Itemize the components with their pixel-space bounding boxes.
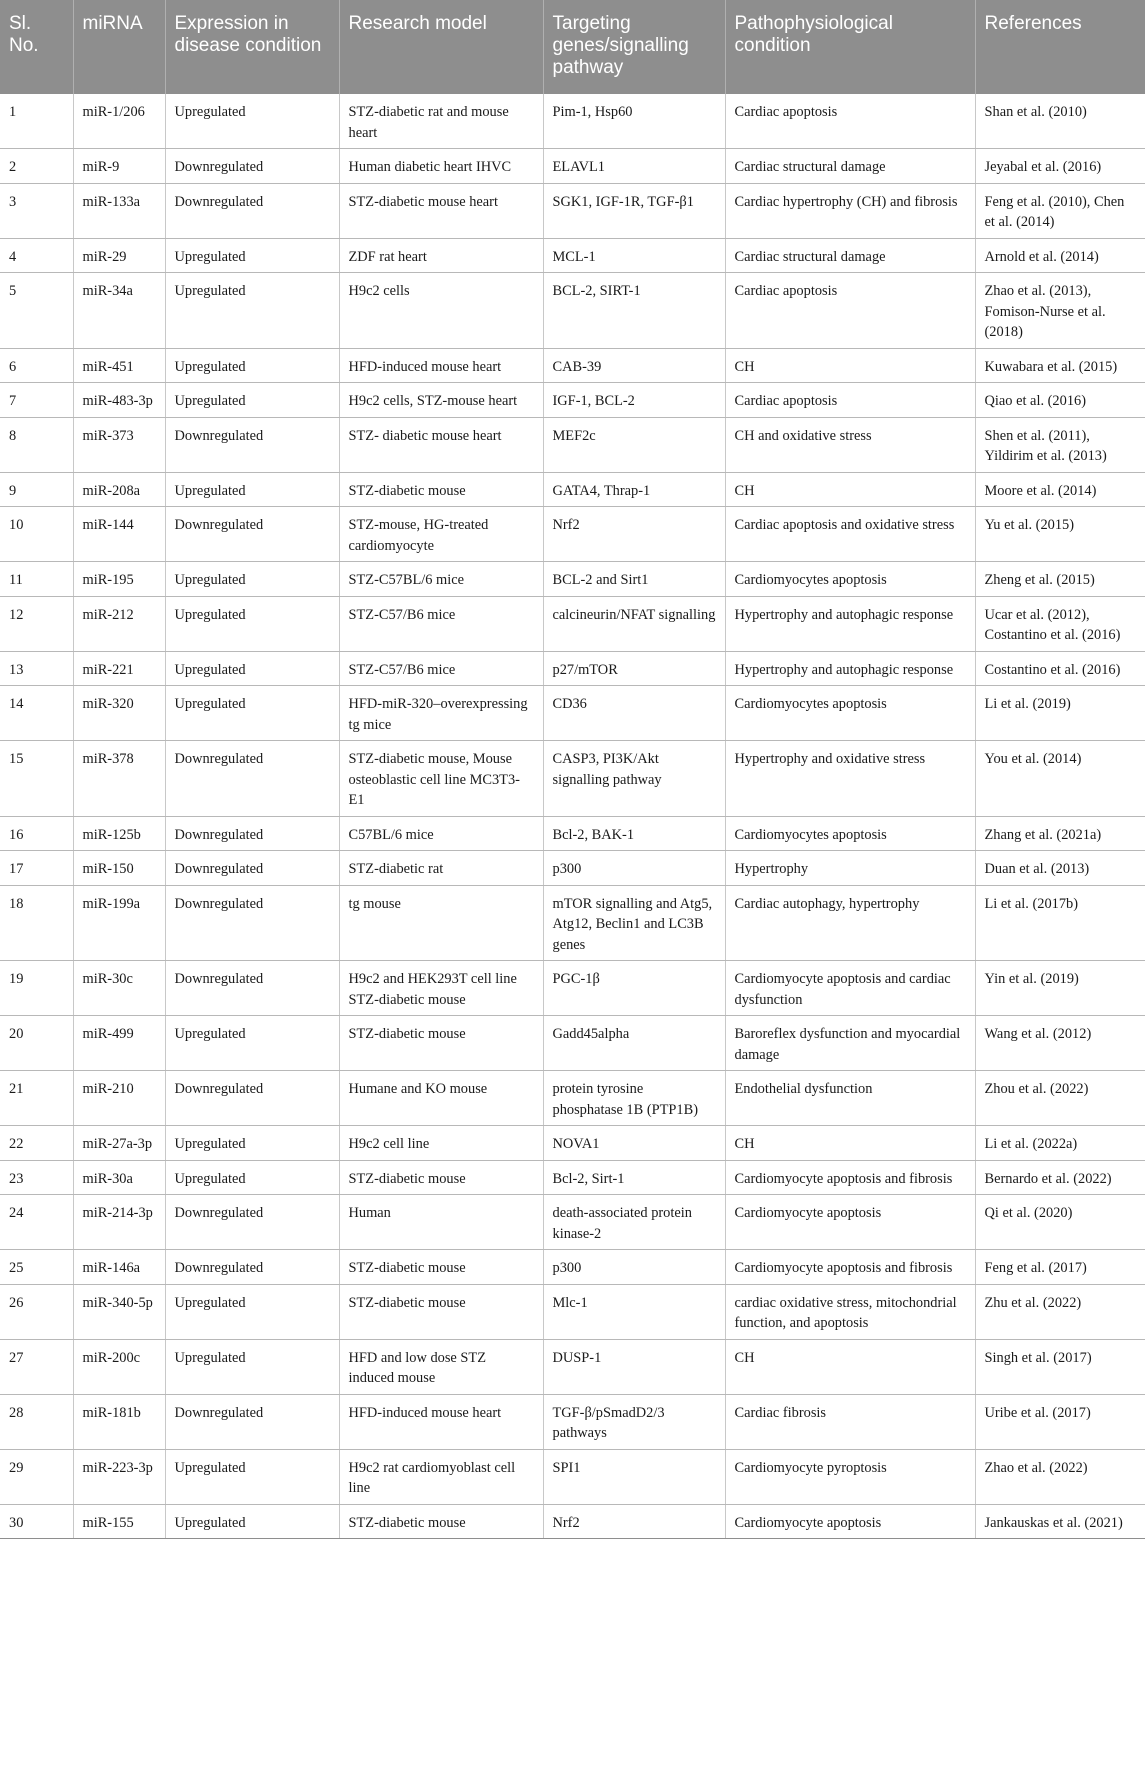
cell-targeting-genes: BCL-2, SIRT-1 [543, 273, 725, 349]
cell-sl-no: 4 [0, 238, 73, 273]
cell-pathophysiological-condition: Cardiac hypertrophy (CH) and fibrosis [725, 183, 975, 238]
cell-sl-no: 10 [0, 507, 73, 562]
cell-expression: Upregulated [165, 348, 339, 383]
table-row [0, 1250, 1145, 1285]
cell-mirna: miR-125b [73, 816, 165, 851]
cell-sl-no: 28 [0, 1394, 73, 1449]
cell-targeting-genes: Bcl-2, Sirt-1 [543, 1160, 725, 1195]
cell-references: Arnold et al. (2014) [975, 238, 1145, 273]
cell-mirna: miR-320 [73, 686, 165, 741]
cell-mirna: miR-150 [73, 851, 165, 886]
cell-expression: Upregulated [165, 562, 339, 597]
cell-mirna: miR-195 [73, 562, 165, 597]
cell-sl-no: 2 [0, 149, 73, 184]
cell-pathophysiological-condition: Hypertrophy and autophagic response [725, 651, 975, 686]
cell-pathophysiological-condition: Cardiomyocyte apoptosis and cardiac dysfunction [725, 961, 975, 1016]
cell-expression: Upregulated [165, 273, 339, 349]
cell-sl-no: 8 [0, 417, 73, 472]
cell-references: Feng et al. (2017) [975, 1250, 1145, 1285]
cell-expression: Downregulated [165, 1071, 339, 1126]
cell-expression: Downregulated [165, 885, 339, 961]
cell-research-model: HFD-induced mouse heart [339, 1394, 543, 1449]
cell-sl-no: 25 [0, 1250, 73, 1285]
cell-expression: Downregulated [165, 1394, 339, 1449]
header-sl-no: Sl. No. [0, 0, 73, 94]
cell-pathophysiological-condition: Cardiac fibrosis [725, 1394, 975, 1449]
cell-references: Qiao et al. (2016) [975, 383, 1145, 418]
cell-research-model: Human [339, 1195, 543, 1250]
table-row [0, 1504, 1145, 1539]
table-row [0, 417, 1145, 472]
cell-sl-no: 26 [0, 1284, 73, 1339]
cell-sl-no: 5 [0, 273, 73, 349]
cell-sl-no: 15 [0, 741, 73, 817]
cell-sl-no: 20 [0, 1016, 73, 1071]
cell-targeting-genes: MCL-1 [543, 238, 725, 273]
cell-research-model: H9c2 cell line [339, 1126, 543, 1161]
cell-expression: Upregulated [165, 596, 339, 651]
cell-mirna: miR-212 [73, 596, 165, 651]
cell-mirna: miR-221 [73, 651, 165, 686]
cell-mirna: miR-210 [73, 1071, 165, 1126]
cell-research-model: STZ-diabetic mouse [339, 1016, 543, 1071]
cell-research-model: Human diabetic heart IHVC [339, 149, 543, 184]
cell-expression: Upregulated [165, 1504, 339, 1539]
table-row [0, 238, 1145, 273]
cell-targeting-genes: mTOR signalling and Atg5, Atg12, Beclin1 and LC3B genes [543, 885, 725, 961]
cell-targeting-genes: CASP3, PI3K/Akt signalling pathway [543, 741, 725, 817]
cell-research-model: HFD and low dose STZ induced mouse [339, 1339, 543, 1394]
cell-pathophysiological-condition: Cardiac structural damage [725, 149, 975, 184]
cell-references: Jankauskas et al. (2021) [975, 1504, 1145, 1539]
cell-pathophysiological-condition: Baroreflex dysfunction and myocardial damage [725, 1016, 975, 1071]
table-row [0, 961, 1145, 1016]
header-research-model: Research model [339, 0, 543, 94]
cell-expression: Upregulated [165, 238, 339, 273]
cell-targeting-genes: p300 [543, 851, 725, 886]
cell-pathophysiological-condition: CH [725, 348, 975, 383]
cell-pathophysiological-condition: Cardiomyocyte apoptosis and fibrosis [725, 1250, 975, 1285]
cell-sl-no: 12 [0, 596, 73, 651]
cell-pathophysiological-condition: Cardiomyocyte pyroptosis [725, 1449, 975, 1504]
table-row [0, 562, 1145, 597]
cell-references: Costantino et al. (2016) [975, 651, 1145, 686]
cell-targeting-genes: Mlc-1 [543, 1284, 725, 1339]
table-body [0, 94, 1145, 1539]
cell-references: Shan et al. (2010) [975, 94, 1145, 149]
cell-mirna: miR-223-3p [73, 1449, 165, 1504]
cell-targeting-genes: p300 [543, 1250, 725, 1285]
cell-expression: Downregulated [165, 149, 339, 184]
cell-pathophysiological-condition: Hypertrophy [725, 851, 975, 886]
cell-sl-no: 9 [0, 472, 73, 507]
table-row [0, 741, 1145, 817]
cell-pathophysiological-condition: Endothelial dysfunction [725, 1071, 975, 1126]
cell-expression: Upregulated [165, 651, 339, 686]
cell-research-model: H9c2 and HEK293T cell line STZ-diabetic mouse [339, 961, 543, 1016]
cell-references: Li et al. (2017b) [975, 885, 1145, 961]
cell-mirna: miR-9 [73, 149, 165, 184]
cell-mirna: miR-27a-3p [73, 1126, 165, 1161]
cell-pathophysiological-condition: CH and oxidative stress [725, 417, 975, 472]
cell-expression: Upregulated [165, 1449, 339, 1504]
cell-mirna: miR-146a [73, 1250, 165, 1285]
cell-mirna: miR-199a [73, 885, 165, 961]
cell-sl-no: 23 [0, 1160, 73, 1195]
table-row [0, 183, 1145, 238]
cell-targeting-genes: p27/mTOR [543, 651, 725, 686]
cell-sl-no: 17 [0, 851, 73, 886]
cell-targeting-genes: IGF-1, BCL-2 [543, 383, 725, 418]
cell-sl-no: 21 [0, 1071, 73, 1126]
cell-pathophysiological-condition: Hypertrophy and autophagic response [725, 596, 975, 651]
cell-references: Zhang et al. (2021a) [975, 816, 1145, 851]
table-row [0, 651, 1145, 686]
cell-mirna: miR-214-3p [73, 1195, 165, 1250]
cell-expression: Upregulated [165, 1126, 339, 1161]
cell-targeting-genes: SPI1 [543, 1449, 725, 1504]
cell-research-model: Humane and KO mouse [339, 1071, 543, 1126]
cell-mirna: miR-30a [73, 1160, 165, 1195]
cell-pathophysiological-condition: CH [725, 1126, 975, 1161]
cell-research-model: STZ-C57/B6 mice [339, 651, 543, 686]
table-row [0, 149, 1145, 184]
cell-expression: Upregulated [165, 383, 339, 418]
cell-research-model: STZ-diabetic mouse [339, 1250, 543, 1285]
cell-sl-no: 29 [0, 1449, 73, 1504]
cell-targeting-genes: Nrf2 [543, 1504, 725, 1539]
cell-sl-no: 13 [0, 651, 73, 686]
cell-targeting-genes: BCL-2 and Sirt1 [543, 562, 725, 597]
cell-research-model: HFD-miR-320–overexpressing tg mice [339, 686, 543, 741]
cell-targeting-genes: CAB-39 [543, 348, 725, 383]
cell-research-model: H9c2 rat cardiomyoblast cell line [339, 1449, 543, 1504]
cell-sl-no: 24 [0, 1195, 73, 1250]
cell-targeting-genes: NOVA1 [543, 1126, 725, 1161]
header-expression: Expression in disease condition [165, 0, 339, 94]
cell-targeting-genes: death-associated protein kinase-2 [543, 1195, 725, 1250]
cell-targeting-genes: PGC-1β [543, 961, 725, 1016]
cell-pathophysiological-condition: Cardiac apoptosis [725, 383, 975, 418]
cell-research-model: STZ-mouse, HG-treated cardiomyocyte [339, 507, 543, 562]
cell-sl-no: 19 [0, 961, 73, 1016]
cell-research-model: ZDF rat heart [339, 238, 543, 273]
cell-expression: Upregulated [165, 1339, 339, 1394]
cell-expression: Upregulated [165, 472, 339, 507]
cell-sl-no: 22 [0, 1126, 73, 1161]
table-row [0, 1195, 1145, 1250]
cell-references: Zhou et al. (2022) [975, 1071, 1145, 1126]
cell-pathophysiological-condition: Cardiomyocyte apoptosis [725, 1195, 975, 1250]
cell-references: Shen et al. (2011), Yildirim et al. (2013) [975, 417, 1145, 472]
cell-research-model: STZ-diabetic mouse [339, 1160, 543, 1195]
cell-research-model: STZ-diabetic rat and mouse heart [339, 94, 543, 149]
cell-mirna: miR-29 [73, 238, 165, 273]
cell-research-model: STZ-diabetic mouse, Mouse osteoblastic cell line MC3T3-E1 [339, 741, 543, 817]
cell-pathophysiological-condition: Cardiomyocytes apoptosis [725, 562, 975, 597]
table-header [0, 0, 1145, 94]
cell-mirna: miR-181b [73, 1394, 165, 1449]
cell-pathophysiological-condition: Cardiac autophagy, hypertrophy [725, 885, 975, 961]
cell-sl-no: 3 [0, 183, 73, 238]
cell-pathophysiological-condition: Cardiac apoptosis [725, 94, 975, 149]
cell-expression: Upregulated [165, 94, 339, 149]
cell-targeting-genes: CD36 [543, 686, 725, 741]
cell-sl-no: 7 [0, 383, 73, 418]
table-row [0, 1284, 1145, 1339]
cell-mirna: miR-340-5p [73, 1284, 165, 1339]
cell-sl-no: 27 [0, 1339, 73, 1394]
table-row [0, 273, 1145, 349]
cell-mirna: miR-133a [73, 183, 165, 238]
cell-references: You et al. (2014) [975, 741, 1145, 817]
cell-research-model: STZ-diabetic mouse heart [339, 183, 543, 238]
cell-mirna: miR-144 [73, 507, 165, 562]
cell-research-model: STZ-diabetic mouse [339, 1284, 543, 1339]
cell-targeting-genes: SGK1, IGF-1R, TGF-β1 [543, 183, 725, 238]
cell-references: Singh et al. (2017) [975, 1339, 1145, 1394]
cell-targeting-genes: Gadd45alpha [543, 1016, 725, 1071]
cell-pathophysiological-condition: Cardiac apoptosis [725, 273, 975, 349]
cell-research-model: STZ-C57BL/6 mice [339, 562, 543, 597]
cell-targeting-genes: GATA4, Thrap-1 [543, 472, 725, 507]
cell-references: Feng et al. (2010), Chen et al. (2014) [975, 183, 1145, 238]
cell-references: Zhao et al. (2013), Fomison-Nurse et al. (2018) [975, 273, 1145, 349]
cell-research-model: STZ- diabetic mouse heart [339, 417, 543, 472]
cell-expression: Downregulated [165, 741, 339, 817]
cell-targeting-genes: Bcl-2, BAK-1 [543, 816, 725, 851]
cell-references: Yu et al. (2015) [975, 507, 1145, 562]
cell-research-model: STZ-diabetic mouse [339, 1504, 543, 1539]
table-row [0, 1449, 1145, 1504]
table-row [0, 1160, 1145, 1195]
cell-references: Jeyabal et al. (2016) [975, 149, 1145, 184]
table-row [0, 348, 1145, 383]
cell-mirna: miR-373 [73, 417, 165, 472]
cell-references: Zhao et al. (2022) [975, 1449, 1145, 1504]
cell-mirna: miR-483-3p [73, 383, 165, 418]
table-row [0, 816, 1145, 851]
cell-expression: Downregulated [165, 183, 339, 238]
cell-mirna: miR-34a [73, 273, 165, 349]
cell-sl-no: 1 [0, 94, 73, 149]
cell-research-model: STZ-diabetic mouse [339, 472, 543, 507]
cell-references: Li et al. (2022a) [975, 1126, 1145, 1161]
cell-research-model: C57BL/6 mice [339, 816, 543, 851]
cell-expression: Downregulated [165, 851, 339, 886]
table-row [0, 383, 1145, 418]
cell-mirna: miR-208a [73, 472, 165, 507]
cell-expression: Downregulated [165, 507, 339, 562]
cell-research-model: STZ-diabetic rat [339, 851, 543, 886]
cell-targeting-genes: MEF2c [543, 417, 725, 472]
cell-sl-no: 6 [0, 348, 73, 383]
table-row [0, 1394, 1145, 1449]
cell-expression: Downregulated [165, 961, 339, 1016]
cell-pathophysiological-condition: CH [725, 472, 975, 507]
table-row [0, 472, 1145, 507]
cell-references: Kuwabara et al. (2015) [975, 348, 1145, 383]
header-row [0, 0, 1145, 94]
table-row [0, 686, 1145, 741]
table-row [0, 1071, 1145, 1126]
cell-research-model: STZ-C57/B6 mice [339, 596, 543, 651]
cell-expression: Upregulated [165, 1016, 339, 1071]
cell-pathophysiological-condition: Cardiomyocyte apoptosis [725, 1504, 975, 1539]
cell-sl-no: 30 [0, 1504, 73, 1539]
cell-targeting-genes: protein tyrosine phosphatase 1B (PTP1B) [543, 1071, 725, 1126]
header-pathophysiological-condition: Pathophysiological condition [725, 0, 975, 94]
cell-references: Wang et al. (2012) [975, 1016, 1145, 1071]
cell-pathophysiological-condition: Cardiac structural damage [725, 238, 975, 273]
table-row [0, 851, 1145, 886]
cell-pathophysiological-condition: Cardiomyocyte apoptosis and fibrosis [725, 1160, 975, 1195]
cell-references: Bernardo et al. (2022) [975, 1160, 1145, 1195]
cell-expression: Upregulated [165, 1284, 339, 1339]
cell-pathophysiological-condition: Hypertrophy and oxidative stress [725, 741, 975, 817]
table-row [0, 1016, 1145, 1071]
cell-research-model: H9c2 cells [339, 273, 543, 349]
table-row [0, 885, 1145, 961]
cell-expression: Downregulated [165, 1195, 339, 1250]
cell-targeting-genes: TGF-β/pSmadD2/3 pathways [543, 1394, 725, 1449]
cell-expression: Upregulated [165, 686, 339, 741]
cell-references: Uribe et al. (2017) [975, 1394, 1145, 1449]
table-row [0, 1126, 1145, 1161]
cell-expression: Downregulated [165, 816, 339, 851]
cell-targeting-genes: ELAVL1 [543, 149, 725, 184]
cell-pathophysiological-condition: Cardiac apoptosis and oxidative stress [725, 507, 975, 562]
cell-mirna: miR-499 [73, 1016, 165, 1071]
cell-pathophysiological-condition: Cardiomyocytes apoptosis [725, 686, 975, 741]
cell-pathophysiological-condition: Cardiomyocytes apoptosis [725, 816, 975, 851]
table-row [0, 507, 1145, 562]
cell-targeting-genes: Pim-1, Hsp60 [543, 94, 725, 149]
cell-mirna: miR-155 [73, 1504, 165, 1539]
cell-references: Yin et al. (2019) [975, 961, 1145, 1016]
cell-mirna: miR-200c [73, 1339, 165, 1394]
cell-mirna: miR-378 [73, 741, 165, 817]
cell-targeting-genes: calcineurin/NFAT signalling [543, 596, 725, 651]
cell-mirna: miR-451 [73, 348, 165, 383]
cell-expression: Downregulated [165, 1250, 339, 1285]
table-row [0, 94, 1145, 149]
table-row [0, 596, 1145, 651]
cell-sl-no: 18 [0, 885, 73, 961]
cell-references: Zhu et al. (2022) [975, 1284, 1145, 1339]
cell-mirna: miR-1/206 [73, 94, 165, 149]
cell-sl-no: 16 [0, 816, 73, 851]
cell-mirna: miR-30c [73, 961, 165, 1016]
cell-sl-no: 11 [0, 562, 73, 597]
cell-sl-no: 14 [0, 686, 73, 741]
cell-targeting-genes: Nrf2 [543, 507, 725, 562]
cell-references: Ucar et al. (2012), Costantino et al. (2016) [975, 596, 1145, 651]
cell-targeting-genes: DUSP-1 [543, 1339, 725, 1394]
cell-expression: Upregulated [165, 1160, 339, 1195]
cell-pathophysiological-condition: CH [725, 1339, 975, 1394]
header-references: References [975, 0, 1145, 94]
cell-references: Zheng et al. (2015) [975, 562, 1145, 597]
header-targeting-genes: Targeting genes/signalling pathway [543, 0, 725, 94]
table-row [0, 1339, 1145, 1394]
cell-research-model: tg mouse [339, 885, 543, 961]
cell-expression: Downregulated [165, 417, 339, 472]
cell-pathophysiological-condition: cardiac oxidative stress, mitochondrial function, and apoptosis [725, 1284, 975, 1339]
cell-references: Li et al. (2019) [975, 686, 1145, 741]
cell-research-model: H9c2 cells, STZ-mouse heart [339, 383, 543, 418]
cell-research-model: HFD-induced mouse heart [339, 348, 543, 383]
cell-references: Qi et al. (2020) [975, 1195, 1145, 1250]
header-mirna: miRNA [73, 0, 165, 94]
cell-references: Duan et al. (2013) [975, 851, 1145, 886]
cell-references: Moore et al. (2014) [975, 472, 1145, 507]
